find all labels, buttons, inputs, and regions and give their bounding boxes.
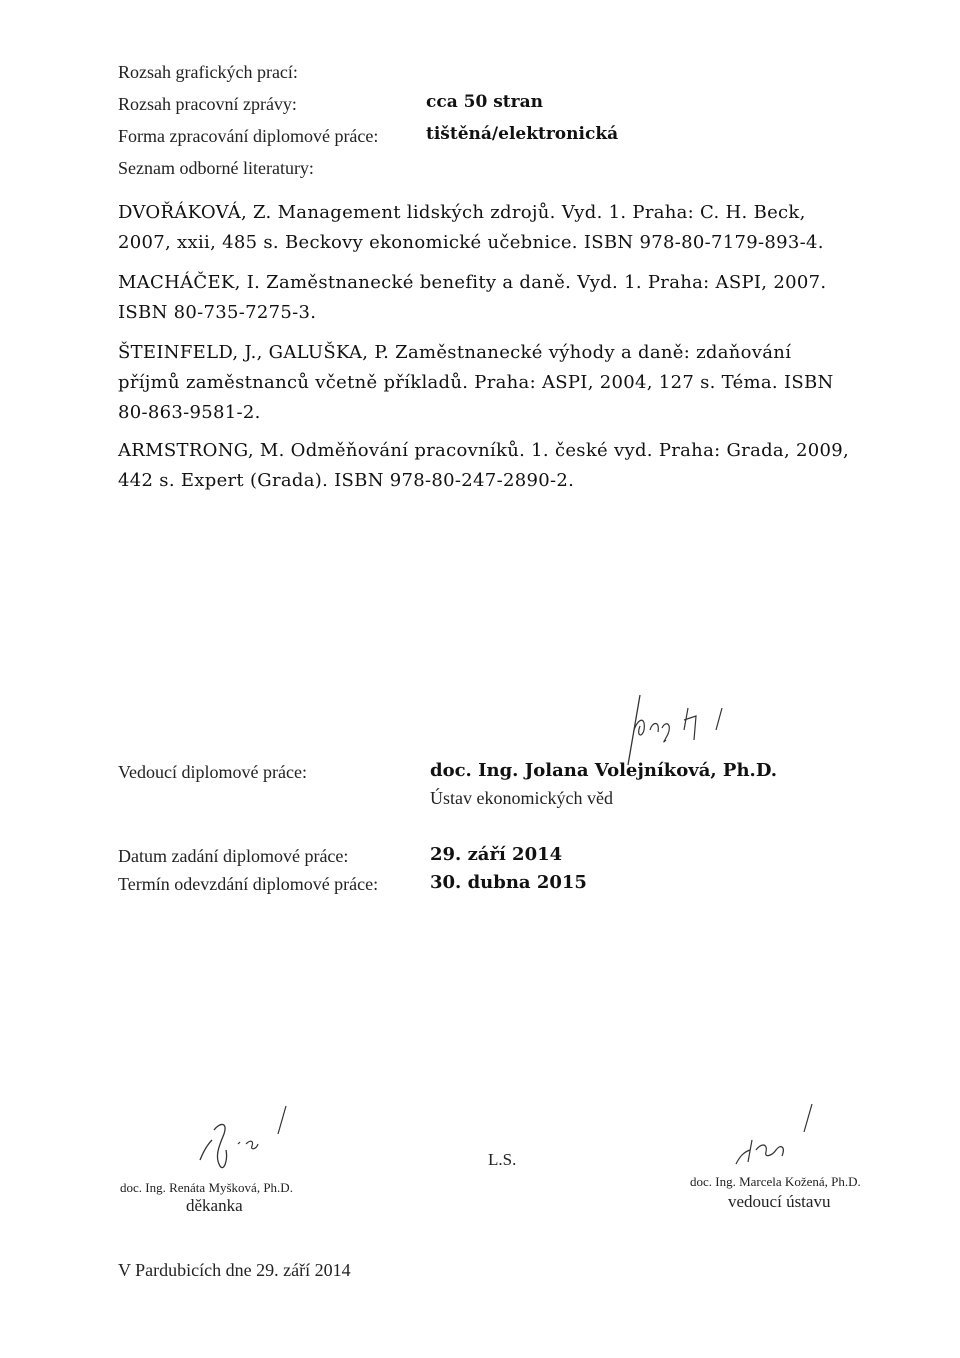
supervisor-signature [600, 690, 750, 770]
head-name: doc. Ing. Marcela Kožená, Ph.D. [690, 1174, 861, 1189]
due-date-label: Termín odevzdání diplomové práce: [118, 874, 379, 894]
report-scope-value: cca 50 stran [426, 92, 543, 112]
head-role: vedoucí ústavu [728, 1192, 831, 1211]
seal-mark: L.S. [488, 1150, 517, 1169]
literature-label: Seznam odborné literatury: [118, 158, 314, 178]
form-value: tištěná/elektronická [426, 124, 619, 144]
assigned-date-value: 29. září 2014 [430, 844, 563, 865]
dean-role: děkanka [186, 1196, 243, 1215]
reference-item: DVOŘÁKOVÁ, Z. Management lidských zdrojů. Vyd. 1. Praha: C. H. Beck, 2007, xxii, 485 s. Beckovy ekonomické učebnice. ISBN 978-80-7179-893-4. [118, 202, 824, 253]
reference-item: ARMSTRONG, M. Odměňování pracovníků. 1. české vyd. Praha: Grada, 2009, 442 s. Expert (Grada). ISBN 978-80-247-2890-2. [118, 440, 850, 491]
form-label: Forma zpracování diplomové práce: [118, 126, 379, 146]
dean-name: doc. Ing. Renáta Myšková, Ph.D. [120, 1180, 293, 1195]
due-date-value: 30. dubna 2015 [430, 872, 587, 893]
supervisor-institute: Ústav ekonomických věd [430, 788, 613, 808]
reference-item: MACHÁČEK, I. Zaměstnanecké benefity a daně. Vyd. 1. Praha: ASPI, 2007. ISBN 80-735-7275-3. [118, 272, 827, 323]
head-signature [730, 1100, 820, 1170]
assigned-date-label: Datum zadání diplomové práce: [118, 846, 349, 866]
reference-item: ŠTEINFELD, J., GALUŠKA, P. Zaměstnanecké výhody a daně: zdaňování příjmů zaměstnanců včetně příkladů. Praha: ASPI, 2004, 127 s. Téma. ISBN 80-863-9581-2. [118, 342, 834, 423]
supervisor-name: doc. Ing. Jolana Volejníková, Ph.D. [430, 760, 778, 781]
dean-signature [190, 1100, 300, 1175]
graphics-scope-label: Rozsah grafických prací: [118, 62, 298, 82]
place-date: V Pardubicích dne 29. září 2014 [118, 1260, 351, 1280]
report-scope-label: Rozsah pracovní zprávy: [118, 94, 297, 114]
supervisor-label: Vedoucí diplomové práce: [118, 762, 307, 782]
